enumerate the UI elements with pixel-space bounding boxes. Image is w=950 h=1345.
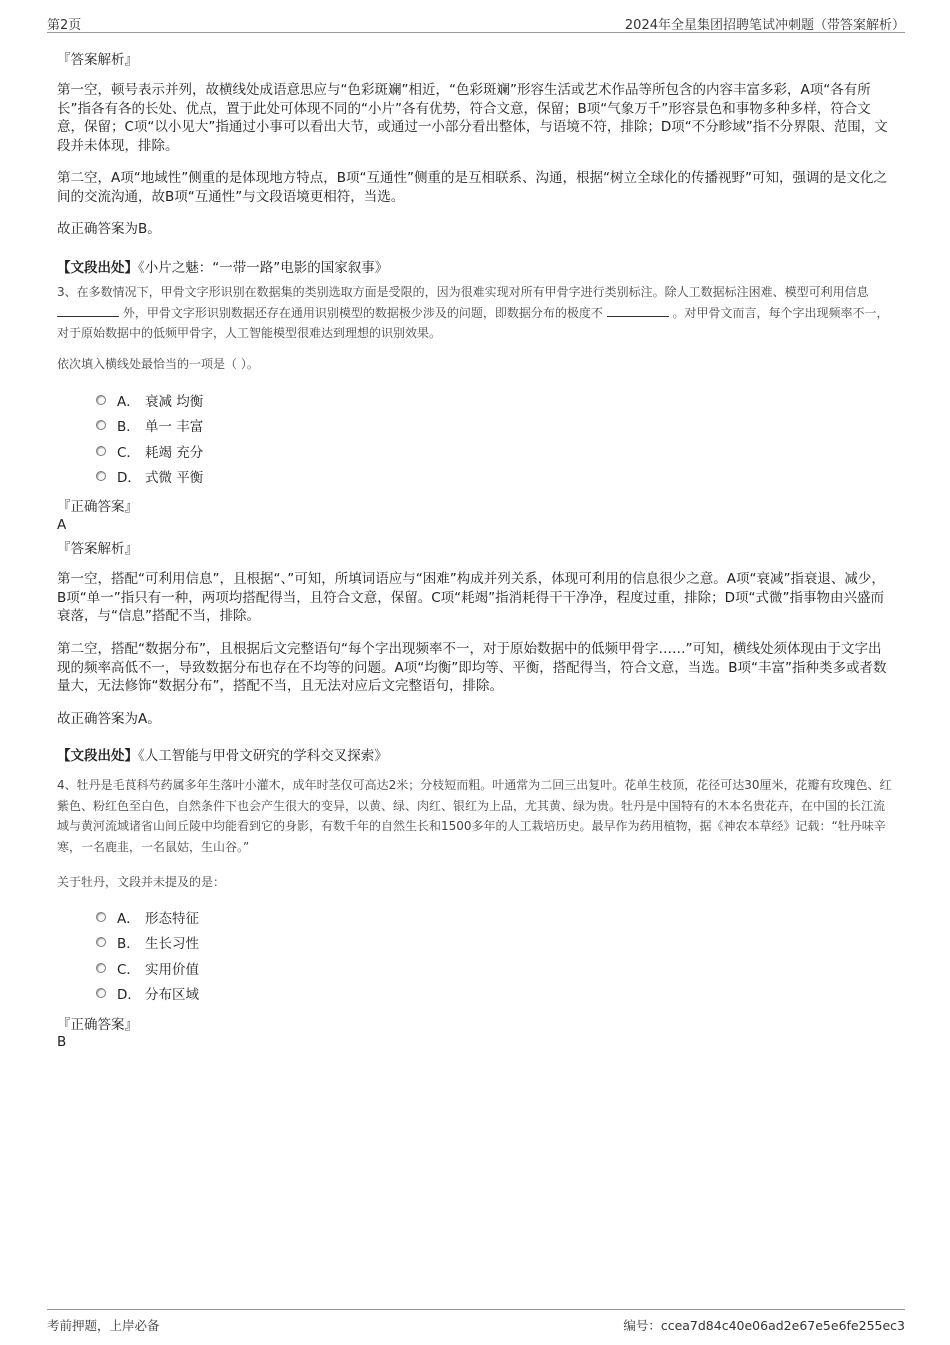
q4-correct-label: 『正确答案』 — [57, 1017, 138, 1033]
q2-analysis-p1: 第一空，顿号表示并列，故横线处成语意思应与“色彩斑斓”相近，“色彩斑斓”形容生活或艺术作品等所包含的内容丰富多彩，A项“各有所长”指各有各的长处、优点，置于此处可体现不同的“小片”各有优势，符合文意，保留；B项“气象万千”形容景色和事物多种多样，符合文意，保留；C项“以小见大”指通过小事可以看出大节，或通过一小部分看出整体，与语境不符，排除；D项“不分畛域”指不分界限、范围，文段并未体现，排除。 — [57, 82, 888, 154]
q3-conclusion: 故正确答案为A。 — [57, 711, 161, 727]
q4-prompt: 关于牡丹，文段并未提及的是： — [57, 875, 226, 889]
q3-option-b[interactable]: B． 单一 丰富 — [96, 413, 203, 439]
q3-correct-label: 『正确答案』 — [57, 499, 138, 515]
radio-icon[interactable] — [96, 471, 106, 481]
q3-blank-1 — [57, 305, 119, 317]
document-title: 2024年全星集团招聘笔试冲刺题（带答案解析） — [624, 18, 905, 33]
document-code: 编号：ccea7d84c40e06ad2e67e5e6fe255ec3 — [623, 1318, 905, 1333]
q3-analysis-p2: 第二空，搭配“数据分布”，且根据后文完整语句“每个字出现频率不一，对于原始数据中的低频甲骨字……”可知，横线处须体现由于文字出现的频率高低不一，导致数据分布也存在不均等的问题。A项“均衡”即均等、平衡，搭配得当，符合文意，当选。B项“丰富”指种类多或者数量大，无法修饰“数据分布”，搭配不当，且无法对应后文完整语句，排除。 — [57, 641, 887, 694]
q3-correct-answer: A — [57, 517, 67, 533]
radio-icon[interactable] — [96, 420, 106, 430]
q4-option-a[interactable]: A． 形态特征 — [96, 904, 199, 930]
q4-option-d[interactable]: D． 分布区域 — [96, 981, 199, 1007]
q3-stem: 3、在多数情况下，甲骨文字形识别在数据集的类别选取方面是受限的，因为很难实现对所有甲骨字进行类别标注。除人工数据标注困难、模型可利用信息 外，甲骨文字形识别数据还存在通用识别模型的数据极少涉及的问题，即数据分布的极度不 。对甲骨文而言，每个字出现频率不一，对于原始数据中的低频甲骨字，人工智能模型很难达到理想的识别效果。 — [57, 285, 889, 340]
q3-option-d[interactable]: D． 式微 平衡 — [96, 464, 203, 490]
page-number: 第2页 — [47, 18, 82, 33]
q3-option-a[interactable]: A． 衰减 均衡 — [96, 387, 203, 413]
q3-analysis-label: 『答案解析』 — [57, 541, 138, 557]
radio-icon[interactable] — [96, 963, 106, 973]
q3-prompt: 依次填入横线处最恰当的一项是（ ）。 — [57, 357, 259, 371]
radio-icon[interactable] — [96, 988, 106, 998]
q4-correct-answer: B — [57, 1034, 67, 1050]
q4-options — [96, 904, 199, 1006]
q2-analysis-label: 『答案解析』 — [57, 52, 138, 68]
radio-icon[interactable] — [96, 912, 106, 922]
q2-conclusion: 故正确答案为B。 — [57, 221, 161, 237]
q4-option-c[interactable]: C． 实用价值 — [96, 955, 199, 981]
page-footer — [47, 1309, 905, 1338]
q2-analysis-p2: 第二空，A项“地域性”侧重的是体现地方特点，B项“互通性”侧重的是互相联系、沟通，根据“树立全球化的传播视野”可知，强调的是文化之间的交流沟通，故B项“互通性”与文段语境更相符，当选。 — [57, 170, 887, 205]
q3-blank-2 — [607, 305, 669, 317]
radio-icon[interactable] — [96, 446, 106, 456]
q3-options — [96, 387, 203, 489]
footer-slogan: 考前押题，上岸必备 — [47, 1318, 160, 1333]
q4-option-b[interactable]: B． 生长习性 — [96, 930, 199, 956]
q3-analysis-p1: 第一空，搭配“可利用信息”，且根据“、”可知，所填词语应与“困难”构成并列关系，体现可利用的信息很少之意。A项“衰减”指衰退、减少，B项“单一”指只有一种，两项均搭配得当，且符合文意，保留。C项“耗竭”指消耗得干干净净，程度过重，排除；D项“式微”指事物由兴盛而衰落，与“信息”搭配不当，排除。 — [57, 571, 885, 624]
radio-icon[interactable] — [96, 395, 106, 405]
q3-option-c[interactable]: C． 耗竭 充分 — [96, 438, 203, 464]
q4-stem: 4、牡丹是毛茛科芍药属多年生落叶小灌木，成年时茎仅可高达2米；分枝短而粗。叶通常为二回三出复叶。花单生枝顶，花径可达30厘米，花瓣有玫瑰色、红紫色、粉红色至白色，自然条件下也会产生很大的变异，以黄、绿、肉红、银红为上品，尤其黄、绿为贵。牡丹是中国特有的木本名贵花卉，在中国的长江流域与黄河流域诸省山间丘陵中均能看到它的身影，有数千年的自然生长和1500多年的人工栽培历史。最早作为药用植物，据《神农本草经》记载：“牡丹味辛寒，一名鹿韭，一名鼠姑，生山谷。” — [57, 778, 892, 854]
page-header — [47, 12, 905, 33]
radio-icon[interactable] — [96, 937, 106, 947]
q3-source: 【文段出处】《人工智能与甲骨文研究的学科交叉探索》 — [57, 748, 388, 764]
q2-source: 【文段出处】《小片之魅：“一带一路”电影的国家叙事》 — [57, 260, 389, 276]
